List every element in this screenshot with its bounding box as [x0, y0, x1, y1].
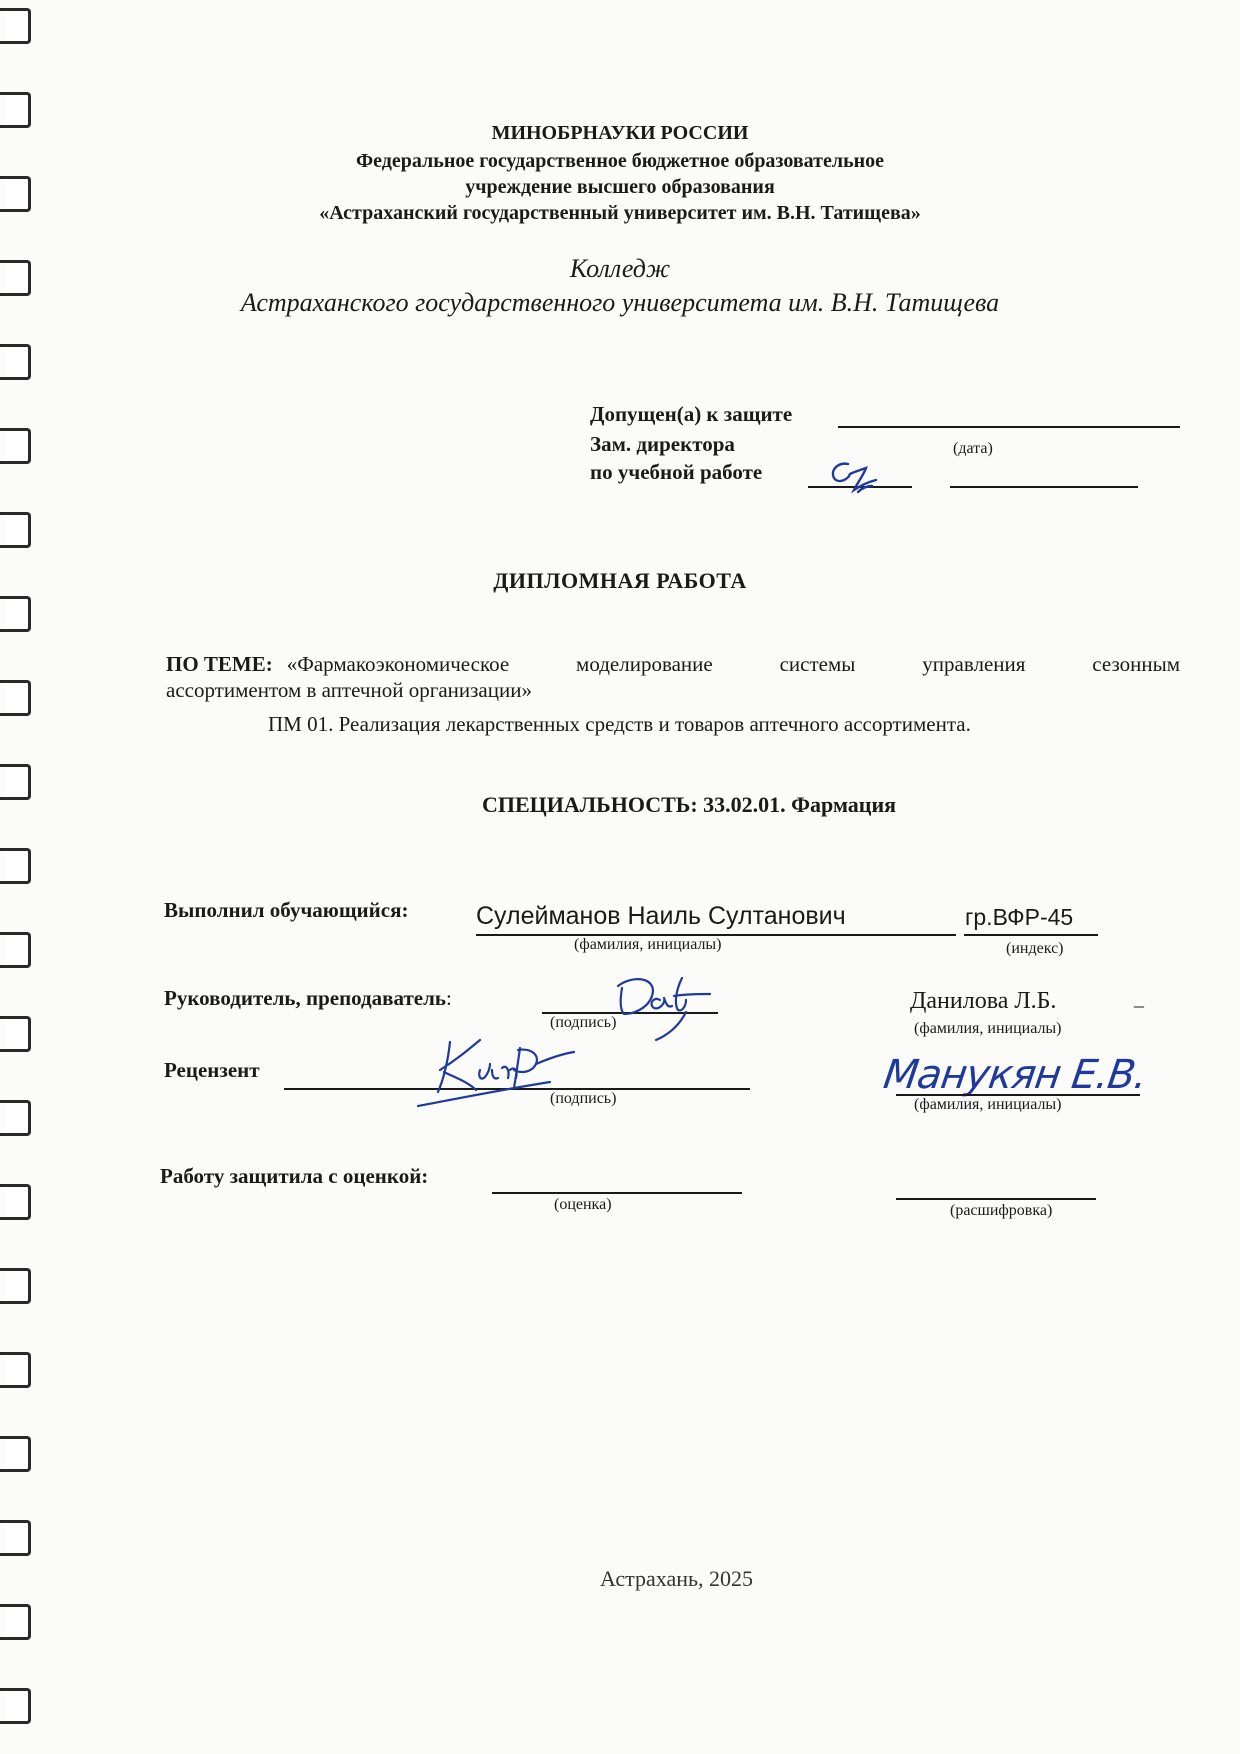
binding-ring	[6, 8, 31, 44]
decoding-line	[896, 1198, 1096, 1200]
binding-ring	[6, 1436, 31, 1472]
academic-work-label: по учебной работе	[590, 460, 763, 484]
topic-text-line-1: «Фармакоэкономическое моделирование системы управления сезонным	[286, 652, 1180, 676]
supervisor-label-wrap	[164, 986, 452, 1011]
binding-ring	[6, 1184, 31, 1220]
supervisor-name: Данилова Л.Б.	[910, 988, 1057, 1014]
institution-type-line: Федеральное государственное бюджетное образовательное	[355, 150, 885, 172]
topic-text-line-2: ассортиментом в аптечной организации»	[166, 678, 532, 702]
professional-module: ПМ 01. Реализация лекарственных средств и товаров аптечного ассортимента.	[268, 712, 971, 736]
topic-line-1	[166, 652, 1180, 677]
college-affiliation: Астраханского государственного университета им. В.Н. Татищева	[240, 288, 1000, 317]
supervisor-trailing-dash: _	[1134, 988, 1144, 1010]
ministry-name: МИНОБРНАУКИ РОССИИ	[491, 122, 749, 144]
binding-ring	[6, 1604, 31, 1640]
binding-ring	[6, 1520, 31, 1556]
supervisor-signature	[600, 964, 730, 1046]
student-group-caption: (индекс)	[1006, 940, 1064, 957]
document-title: ДИПЛОМНАЯ РАБОТА	[493, 568, 747, 593]
university-name: «Астраханский государственный университет им. В.Н. Татищева»	[319, 202, 921, 224]
reviewer-label: Рецензент	[164, 1058, 260, 1082]
reviewer-signature-caption: (подпись)	[550, 1090, 617, 1107]
reviewer-name-handwritten: Манукян Е.В.	[880, 1052, 1150, 1098]
approval-date-line	[950, 486, 1138, 488]
grade-line	[492, 1192, 742, 1194]
binding-ring	[6, 1016, 31, 1052]
binding-ring	[6, 680, 31, 716]
binding-ring	[6, 932, 31, 968]
student-name-caption: (фамилия, инициалы)	[574, 936, 722, 953]
binding-ring	[6, 1352, 31, 1388]
binding-ring	[6, 1688, 31, 1724]
binding-ring	[6, 512, 31, 548]
reviewer-name-caption: (фамилия, инициалы)	[914, 1096, 1062, 1113]
deputy-director-label: Зам. директора	[590, 432, 735, 456]
binding-ring	[6, 344, 31, 380]
deputy-signature	[820, 452, 900, 500]
specialty: СПЕЦИАЛЬНОСТЬ: 33.02.01. Фармация	[482, 792, 897, 817]
binding-ring	[6, 848, 31, 884]
defense-label: Работу защитила с оценкой:	[160, 1164, 429, 1188]
binding-ring	[6, 428, 31, 464]
student-name: Сулейманов Наиль Султанович	[476, 902, 846, 930]
date-caption: (дата)	[953, 440, 993, 457]
grade-caption: (оценка)	[554, 1196, 612, 1213]
admission-date-line	[838, 426, 1180, 428]
supervisor-label: Руководитель, преподаватель	[164, 986, 447, 1010]
student-group: гр.ВФР-45	[965, 904, 1074, 930]
institution-level-line: учреждение высшего образования	[465, 176, 775, 198]
binding-ring	[6, 596, 31, 632]
binding-ring	[6, 764, 31, 800]
student-group-line	[964, 934, 1098, 936]
decoding-caption: (расшифровка)	[950, 1202, 1053, 1219]
binding-ring	[6, 1100, 31, 1136]
supervisor-colon: :	[446, 986, 452, 1010]
topic-label: ПО ТЕМЕ:	[166, 652, 273, 676]
supervisor-signature-caption: (подпись)	[550, 1014, 617, 1031]
supervisor-name-caption: (фамилия, инициалы)	[914, 1020, 1062, 1037]
binding-ring	[6, 1268, 31, 1304]
student-label: Выполнил обучающийся:	[164, 898, 409, 922]
admitted-label: Допущен(а) к защите	[590, 402, 793, 426]
college-title: Колледж	[569, 254, 671, 283]
city-year: Астрахань, 2025	[600, 1566, 754, 1591]
